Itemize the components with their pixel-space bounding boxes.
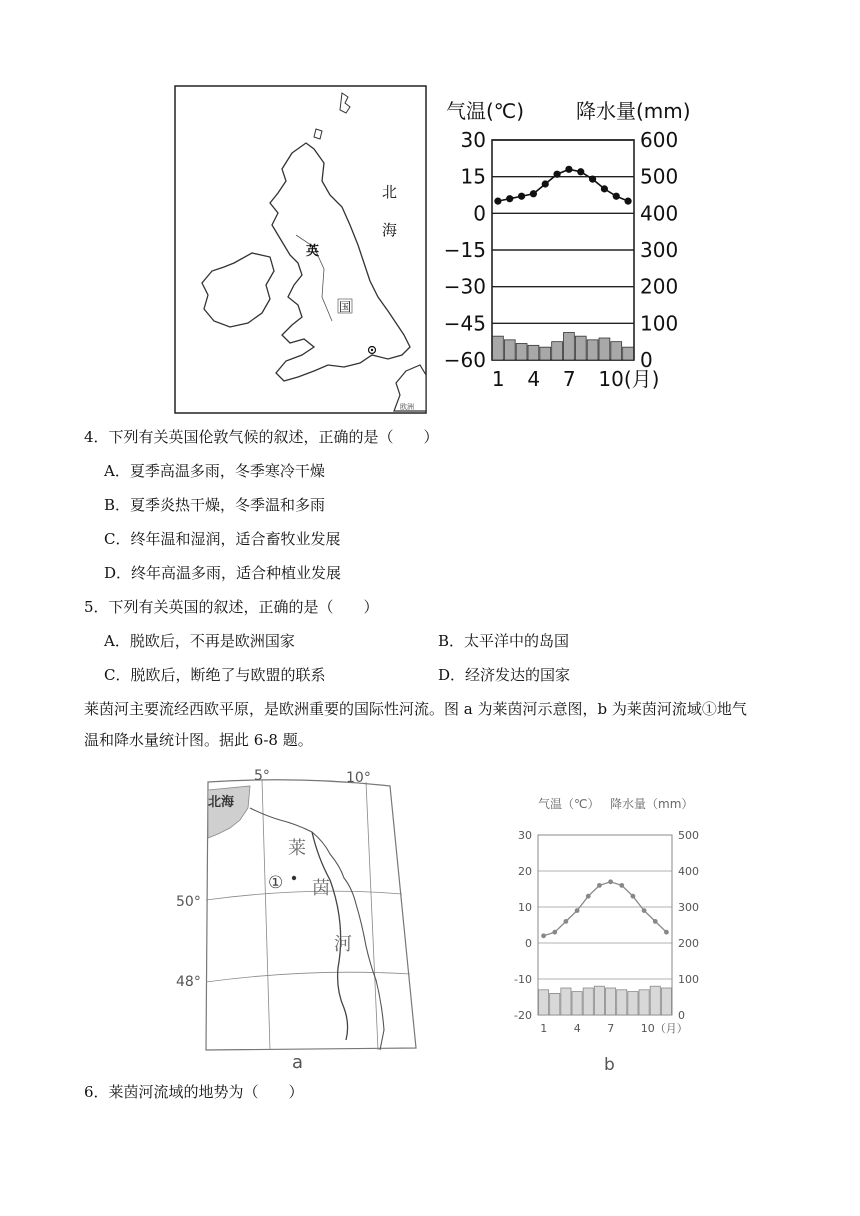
chart1-temp-tick: 0 bbox=[473, 201, 486, 226]
map-source-tag: 欧洲 bbox=[400, 403, 414, 411]
map-label-north: 北 bbox=[382, 183, 398, 201]
chart2-temp-point bbox=[552, 930, 557, 935]
chart1-precip-bar bbox=[528, 345, 539, 360]
rhine-intro-line-1: 莱茵河主要流经西欧平原，是欧洲重要的国际性河流。图 a 为莱茵河示意图，b 为莱茵河流域①地气 bbox=[84, 700, 747, 718]
chart2-temp-point bbox=[653, 919, 658, 924]
chart2-month-tick: 10（月） bbox=[640, 1022, 688, 1035]
question-4-option-a[interactable]: A．夏季高温多雨，冬季寒冷干燥 bbox=[104, 462, 325, 480]
chart1-precip-bar bbox=[516, 344, 527, 361]
uk-map bbox=[174, 85, 428, 415]
lat-label-50: 50° bbox=[176, 894, 201, 910]
chart1-month-tick: 1 bbox=[491, 367, 505, 391]
figure-a-caption: a bbox=[292, 1052, 304, 1073]
chart1-temp-line bbox=[498, 169, 628, 201]
river-char-2: 茵 bbox=[312, 878, 330, 899]
chart1-precip-bar bbox=[552, 342, 563, 360]
chart2-precip-bar bbox=[617, 990, 627, 1015]
chart2-precip-bar bbox=[550, 993, 560, 1015]
map-label-sea: 海 bbox=[382, 221, 398, 239]
chart2-precip-tick: 0 bbox=[678, 1008, 685, 1022]
chart1-precip-bar bbox=[575, 336, 586, 360]
chart1-precip-tick: 300 bbox=[640, 238, 679, 262]
question-4-option-d[interactable]: D．终年高温多雨，适合种植业发展 bbox=[104, 564, 342, 582]
question-5-option-c[interactable]: C．脱欧后，断绝了与欧盟的联系 bbox=[104, 666, 326, 684]
chart1-precip-bar bbox=[493, 336, 504, 360]
chart1-temp-point bbox=[542, 180, 549, 187]
chart2-precip-bar bbox=[594, 986, 604, 1015]
chart1-precip-bar bbox=[540, 347, 551, 360]
chart2-temp-point bbox=[586, 894, 591, 899]
chart2-temp-point bbox=[631, 894, 636, 899]
rhine-map bbox=[170, 768, 426, 1073]
river-char-1: 莱 bbox=[288, 838, 306, 859]
chart2-precip-bar bbox=[661, 988, 671, 1015]
chart1-temp-tick: −30 bbox=[443, 274, 486, 299]
chart2-precip-tick: 100 bbox=[678, 972, 699, 986]
chart2-month-tick: 1 bbox=[540, 1022, 548, 1035]
chart2-precip-bar bbox=[539, 990, 549, 1015]
chart2-precip-bar bbox=[639, 990, 649, 1015]
chart2-precip-bar bbox=[606, 988, 616, 1015]
map-label-ying: 英 bbox=[306, 244, 320, 259]
chart2-temp-header: 气温（℃） bbox=[538, 797, 600, 811]
chart2-temp-point bbox=[597, 883, 602, 888]
question-4-option-c[interactable]: C．终年温和湿润，适合畜牧业发展 bbox=[104, 530, 341, 548]
chart2-temp-point bbox=[575, 908, 580, 913]
chart2-precip-tick: 300 bbox=[678, 900, 699, 914]
chart1-temp-point bbox=[565, 166, 572, 173]
chart1-temp-point bbox=[553, 171, 560, 178]
chart2-temp-point bbox=[619, 883, 624, 888]
chart1-temp-point bbox=[601, 185, 608, 192]
chart1-temp-tick: −15 bbox=[443, 238, 486, 262]
chart2-precip-bar bbox=[583, 988, 593, 1015]
rhine-climate-chart bbox=[500, 790, 720, 1075]
chart2-temp-tick: -20 bbox=[514, 1008, 532, 1022]
chart1-month-tick: 7 bbox=[562, 367, 576, 391]
chart2-precip-tick: 400 bbox=[678, 864, 699, 878]
chart1-temp-point bbox=[530, 190, 537, 197]
chart2-precip-bar bbox=[572, 992, 582, 1015]
chart1-month-tick: 10(月) bbox=[598, 367, 660, 391]
chart2-temp-tick: 0 bbox=[525, 936, 532, 950]
lon-label-5: 5° bbox=[254, 768, 270, 784]
question-6-stem: 6．莱茵河流域的地势为（ ） bbox=[84, 1083, 304, 1101]
chart2-precip-bar bbox=[650, 986, 660, 1015]
chart1-precip-tick: 0 bbox=[640, 348, 653, 372]
chart2-temp-point bbox=[664, 930, 669, 935]
chart1-precip-bar bbox=[564, 333, 575, 361]
chart1-precip-tick: 100 bbox=[640, 311, 679, 336]
chart1-temp-point bbox=[494, 198, 501, 205]
chart2-temp-point bbox=[642, 908, 647, 913]
chart1-month-tick: 4 bbox=[527, 367, 541, 391]
chart1-temp-header: 气温(℃) bbox=[446, 99, 525, 123]
lat-label-48: 48° bbox=[176, 974, 201, 990]
river-char-3: 河 bbox=[334, 934, 352, 955]
chart2-precip-bar bbox=[561, 988, 571, 1015]
london-climate-chart bbox=[430, 90, 715, 395]
chart1-temp-point bbox=[506, 195, 513, 202]
chart1-temp-point bbox=[613, 193, 620, 200]
chart2-month-tick: 7 bbox=[607, 1022, 615, 1035]
chart1-temp-point bbox=[518, 193, 525, 200]
question-5-option-d[interactable]: D．经济发达的国家 bbox=[438, 666, 571, 684]
chart1-precip-tick: 500 bbox=[640, 164, 679, 189]
question-5-stem: 5．下列有关英国的叙述，正确的是（ ） bbox=[84, 598, 379, 616]
chart2-temp-tick: -10 bbox=[514, 972, 532, 986]
chart2-temp-tick: 10 bbox=[518, 900, 532, 914]
chart1-temp-tick: −45 bbox=[443, 311, 486, 336]
chart1-temp-tick: −60 bbox=[443, 348, 486, 372]
chart1-precip-header: 降水量(mm) bbox=[576, 99, 691, 123]
question-4-option-b[interactable]: B．夏季炎热干燥，冬季温和多雨 bbox=[104, 496, 326, 514]
chart2-temp-point bbox=[608, 879, 613, 884]
map-label-guo: 国 bbox=[339, 300, 352, 314]
chart2-temp-point bbox=[564, 919, 569, 924]
chart1-precip-bar bbox=[504, 340, 515, 360]
point-1-label: ① bbox=[268, 873, 284, 893]
chart2-temp-tick: 30 bbox=[518, 828, 532, 842]
chart1-temp-point bbox=[577, 168, 584, 175]
chart2-temp-tick: 20 bbox=[518, 864, 532, 878]
chart2-temp-point bbox=[541, 933, 546, 938]
question-5-option-b[interactable]: B．太平洋中的岛国 bbox=[438, 632, 570, 650]
chart2-precip-tick: 500 bbox=[678, 828, 699, 842]
chart1-temp-tick: 15 bbox=[460, 164, 486, 189]
chart1-temp-point bbox=[589, 176, 596, 183]
chart1-temp-point bbox=[624, 198, 631, 205]
chart1-precip-bar bbox=[623, 347, 634, 360]
rhine-intro-line-2: 温和降水量统计图。据此 6-8 题。 bbox=[84, 731, 313, 749]
chart1-precip-bar bbox=[587, 340, 598, 360]
chart2-precip-tick: 200 bbox=[678, 936, 699, 950]
chart2-precip-bar bbox=[628, 992, 638, 1015]
figure-b-caption: b bbox=[604, 1055, 615, 1075]
chart1-precip-tick: 600 bbox=[640, 128, 679, 152]
question-4-stem: 4．下列有关英国伦敦气候的叙述，正确的是（ ） bbox=[84, 428, 439, 446]
point-1-marker bbox=[292, 876, 296, 880]
question-5-option-a[interactable]: A．脱欧后，不再是欧洲国家 bbox=[104, 632, 295, 650]
chart1-precip-bar bbox=[599, 338, 610, 360]
chart2-precip-header: 降水量（mm） bbox=[610, 797, 694, 811]
chart2-temp-line bbox=[544, 882, 667, 936]
lon-label-10: 10° bbox=[346, 770, 371, 786]
north-sea-label: 北海 bbox=[208, 795, 235, 810]
chart1-temp-tick: 30 bbox=[460, 128, 486, 152]
chart1-precip-tick: 400 bbox=[640, 201, 679, 226]
chart1-precip-bar bbox=[611, 342, 622, 360]
chart2-month-tick: 4 bbox=[573, 1022, 581, 1035]
chart1-precip-tick: 200 bbox=[640, 274, 679, 299]
